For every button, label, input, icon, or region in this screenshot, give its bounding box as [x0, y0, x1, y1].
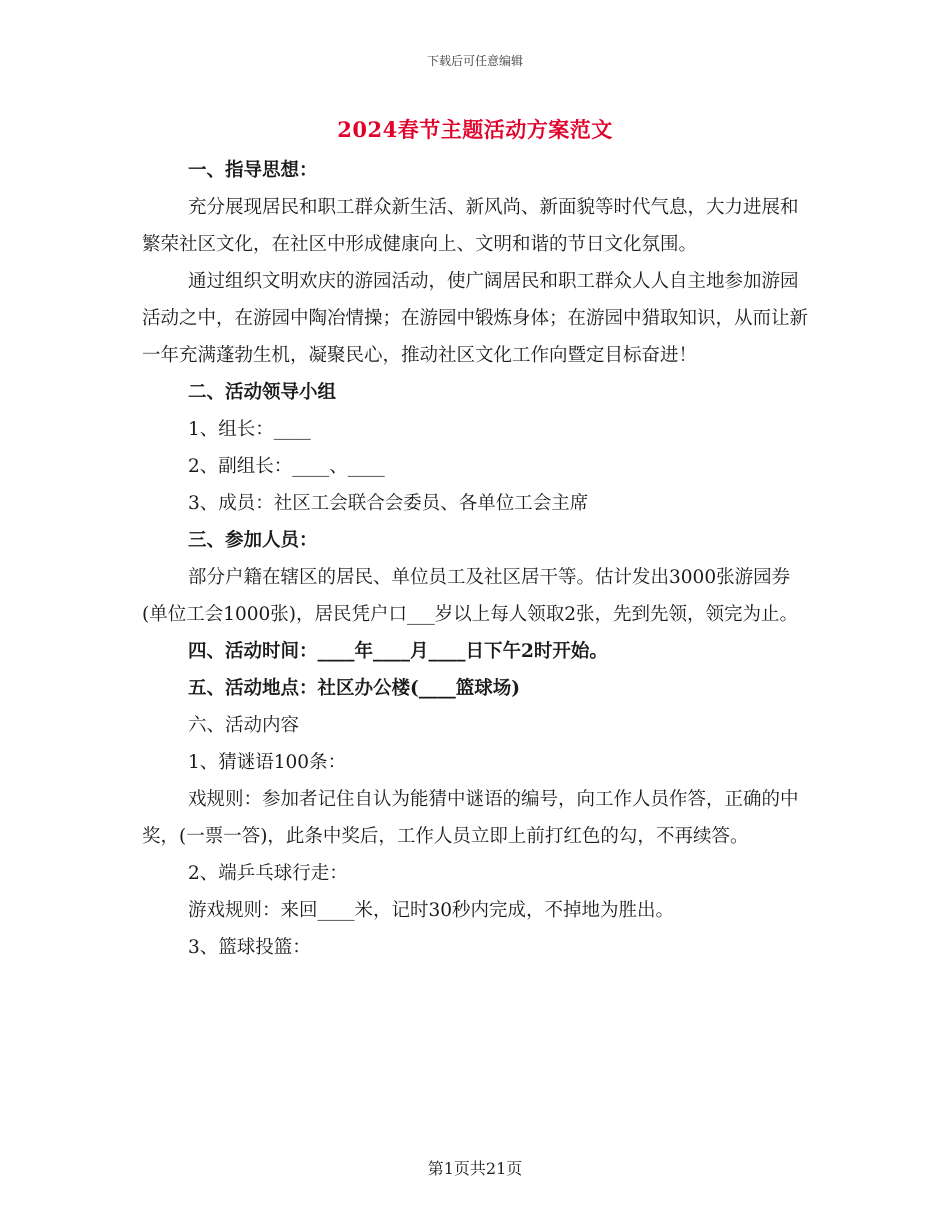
page-header: 下载后可任意编辑	[426, 54, 523, 68]
section-heading-leadership-group: 二、活动领导小组	[188, 382, 337, 403]
list-item: 3、篮球投篮：	[188, 937, 311, 958]
paragraph: 部分户籍在辖区的居民、单位员工及社区居干等。估计发出3000张游园券(单位工会1000张)，居民凭户口___岁以上每人领取2张，先到先领，领完为止。	[142, 567, 799, 625]
list-item: 3、成员：社区工会联合会委员、各单位工会主席	[188, 493, 589, 514]
document-body	[142, 152, 810, 966]
list-item: 2、端乒乓球行走：	[188, 863, 348, 884]
list-item: 2、副组长：____、____	[188, 456, 385, 477]
section-heading-guiding-ideology: 一、指导思想：	[188, 160, 318, 181]
section-heading-activity-time: 四、活动时间：____年____月____日下午2时开始。	[188, 641, 608, 662]
paragraph: 充分展现居民和职工群众新生活、新风尚、新面貌等时代气息，大力进展和繁荣社区文化，在社区中形成健康向上、文明和谐的节日文化氛围。	[142, 197, 799, 255]
section-heading-activity-location: 五、活动地点：社区办公楼(____篮球场)	[188, 678, 521, 699]
section-heading-activity-content: 六、活动内容	[188, 715, 300, 736]
list-item: 1、组长：____	[188, 419, 311, 440]
section-heading-participants: 三、参加人员：	[188, 530, 318, 551]
paragraph: 游戏规则：来回____米，记时30秒内完成，不掉地为胜出。	[188, 900, 675, 921]
paragraph: 戏规则：参加者记住自认为能猜中谜语的编号，向工作人员作答，正确的中奖，(一票一答)，此条中奖后，工作人员立即上前打红色的勾，不再续答。	[142, 789, 799, 847]
page-number: 第1页共21页	[427, 1159, 523, 1178]
list-item: 1、猜谜语100条：	[188, 752, 347, 773]
document-title: 2024春节主题活动方案范文	[337, 117, 613, 142]
paragraph: 通过组织文明欢庆的游园活动，使广阔居民和职工群众人人自主地参加游园活动之中，在游园中陶冶情操；在游园中锻炼身体；在游园中猎取知识，从而让新一年充满蓬勃生机，凝聚民心，推动社区文化工作向暨定目标奋进！	[142, 271, 809, 366]
